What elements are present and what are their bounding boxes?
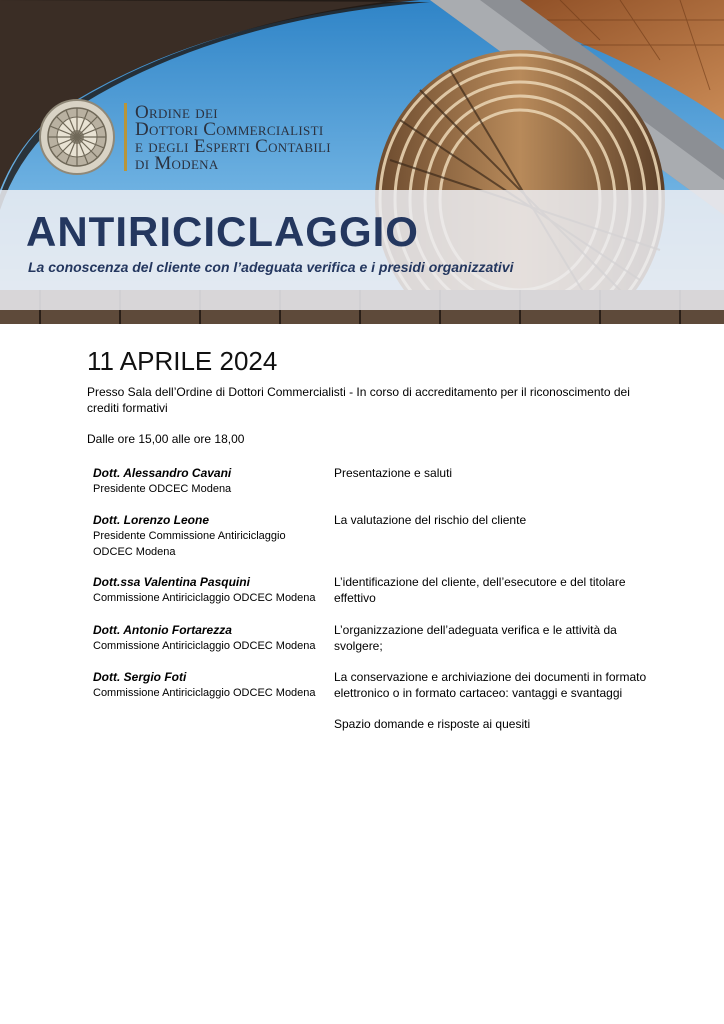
- speaker: [93, 465, 323, 497]
- org-line-2: Dottori Commercialisti: [135, 119, 324, 140]
- talk-topic: Presentazione e saluti: [334, 466, 453, 480]
- speaker-role: Presidente Commissione Antiriciclaggio ODCEC Modena: [93, 530, 286, 558]
- speaker-role: Commissione Antiriciclaggio ODCEC Modena: [93, 640, 316, 652]
- event-venue: Presso Sala dell’Ordine di Dottori Commercialisti - In corso di accreditamento per il riconoscimento dei crediti formativi: [87, 385, 630, 415]
- org-name: [135, 104, 331, 172]
- speaker-name: Dott.ssa Valentina Pasquini: [93, 575, 250, 589]
- speaker-name: Dott. Sergio Foti: [93, 670, 187, 684]
- event-date: 11 APRILE 2024: [87, 346, 278, 376]
- closing-note: Spazio domande e risposte ai quesiti: [334, 717, 531, 731]
- header-banner: [0, 0, 724, 324]
- speaker: [93, 622, 323, 654]
- org-divider: [124, 103, 127, 171]
- speaker: [93, 512, 323, 560]
- org-line-4: di Modena: [135, 153, 219, 174]
- org-line-1: Ordine dei: [135, 102, 218, 123]
- speaker-name: Dott. Alessandro Cavani: [93, 466, 232, 480]
- speaker-role: Presidente ODCEC Modena: [93, 483, 232, 495]
- speaker-name: Dott. Lorenzo Leone: [93, 513, 209, 527]
- talk-topic: L’organizzazione dell’adeguata verifica e le attività da svolgere;: [334, 623, 617, 653]
- speaker-role: Commissione Antiriciclaggio ODCEC Modena: [93, 592, 316, 604]
- talk-topic: La valutazione del rischio del cliente: [334, 513, 527, 527]
- rose-window-seal-icon: [38, 98, 116, 176]
- org-line-3: e degli Esperti Contabili: [135, 136, 331, 157]
- speaker-name: Dott. Antonio Fortarezza: [93, 623, 232, 637]
- event-hours: Dalle ore 15,00 alle ore 18,00: [87, 432, 245, 446]
- speaker: [93, 669, 323, 701]
- speaker-role: Commissione Antiriciclaggio ODCEC Modena: [93, 687, 316, 699]
- talk-topic: La conservazione e archiviazione dei documenti in formato elettronico o in formato cartaceo: vantaggi e svantaggi: [334, 670, 647, 700]
- page-subtitle: La conoscenza del cliente con l’adeguata verifica e i presidi organizzativi: [28, 259, 514, 275]
- speaker: [93, 574, 323, 606]
- page-title: ANTIRICICLAGGIO: [26, 208, 419, 255]
- talk-topic: L’identificazione del cliente, dell’esecutore e del titolare effettivo: [334, 575, 626, 605]
